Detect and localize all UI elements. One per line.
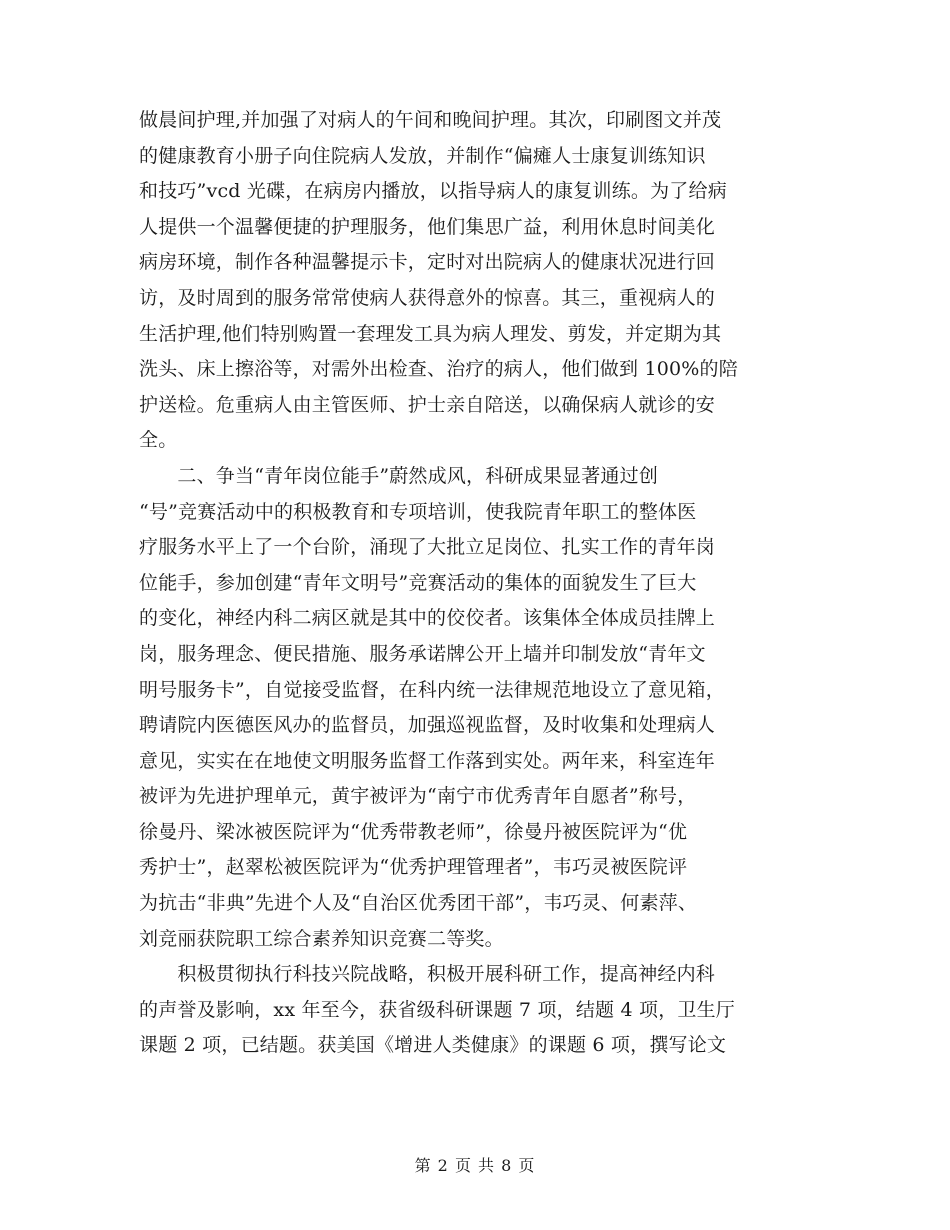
text-line: 的变化，神经内科二病区就是其中的佼佼者。该集体全体成员挂牌上 (139, 607, 716, 630)
text-line: 秀护士”，赵翠松被医院评为“优秀护理管理者”，韦巧灵被医院评 (139, 856, 688, 879)
text-line: 为抗击“非典”先进个人及“自治区优秀团干部”，韦巧灵、何素萍、 (139, 892, 698, 915)
text-line: 刘竞丽获院职工综合素养知识竞赛二等奖。 (139, 927, 504, 950)
body-text (139, 103, 829, 1064)
text-line: 明号服务卡”，自觉接受监督，在科内统一法律规范地设立了意见箱， (139, 678, 725, 701)
text-line: 的健康教育小册子向住院病人发放，并制作“偏瘫人士康复训练知识 (139, 144, 706, 167)
text-line: 岗，服务理念、便民措施、服务承诺牌公开上墙并印制发放“青年文 (139, 642, 706, 665)
text-line: 徐曼丹、梁冰被医院评为“优秀带教老师”，徐曼丹被医院评为“优 (139, 820, 688, 843)
text-line: 病房环境，制作各种温馨提示卡，定时对出院病人的健康状况进行回 (139, 251, 716, 274)
text-line: 洗头、床上擦浴等，对需外出检查、治疗的病人，他们做到 100%的陪 (139, 358, 738, 381)
text-line: 课题 2 项，已结题。获美国《增进人类健康》的课题 6 项，撰写论文 (139, 1034, 727, 1057)
text-line: 访，及时周到的服务常常使病人获得意外的惊喜。其三，重视病人的 (139, 286, 716, 309)
text-line: 的声誉及影响，xx 年至今，获省级科研课题 7 项，结题 4 项，卫生厅 (139, 998, 736, 1021)
text-line: 被评为先进护理单元，黄宇被评为“南宁市优秀青年自愿者”称号， (139, 785, 697, 808)
text-line: 做晨间护理,并加强了对病人的午间和晚间护理。其次，印刷图文并茂 (139, 109, 722, 131)
text-line: 位能手，参加创建“青年文明号”竞赛活动的集体的面貌发生了巨大 (139, 571, 697, 594)
text-line: 疗服务水平上了一个台阶，涌现了大批立足岗位、扎实工作的青年岗 (139, 536, 716, 559)
page-footer: 第 2 页 共 8 页 (414, 1156, 536, 1175)
text-line: 积极贯彻执行科技兴院战略，积极开展科研工作，提高神经内科 (139, 963, 716, 986)
text-line: 意见，实实在在地使文明服务监督工作落到实处。两年来，科室连年 (139, 749, 716, 772)
text-line: 聘请院内医德医风办的监督员，加强巡视监督，及时收集和处理病人 (139, 714, 716, 737)
text-line: 护送检。危重病人由主管医师、护士亲自陪送，以确保病人就诊的安 (139, 393, 716, 416)
text-line: 人提供一个温馨便捷的护理服务，他们集思广益，利用休息时间美化 (139, 215, 716, 238)
text-line: “号”竞赛活动中的积极教育和专项培训，使我院青年职工的整体医 (139, 500, 697, 523)
text-line: 和技巧”vcd 光碟，在病房内播放，以指导病人的康复训练。为了给病 (139, 180, 727, 203)
text-line: 全。 (139, 429, 178, 452)
text-line: 生活护理,他们特别购置一套理发工具为病人理发、剪发，并定期为其 (139, 322, 722, 345)
text-line: 二、争当“青年岗位能手”蔚然成风，科研成果显著通过创 (139, 464, 659, 487)
